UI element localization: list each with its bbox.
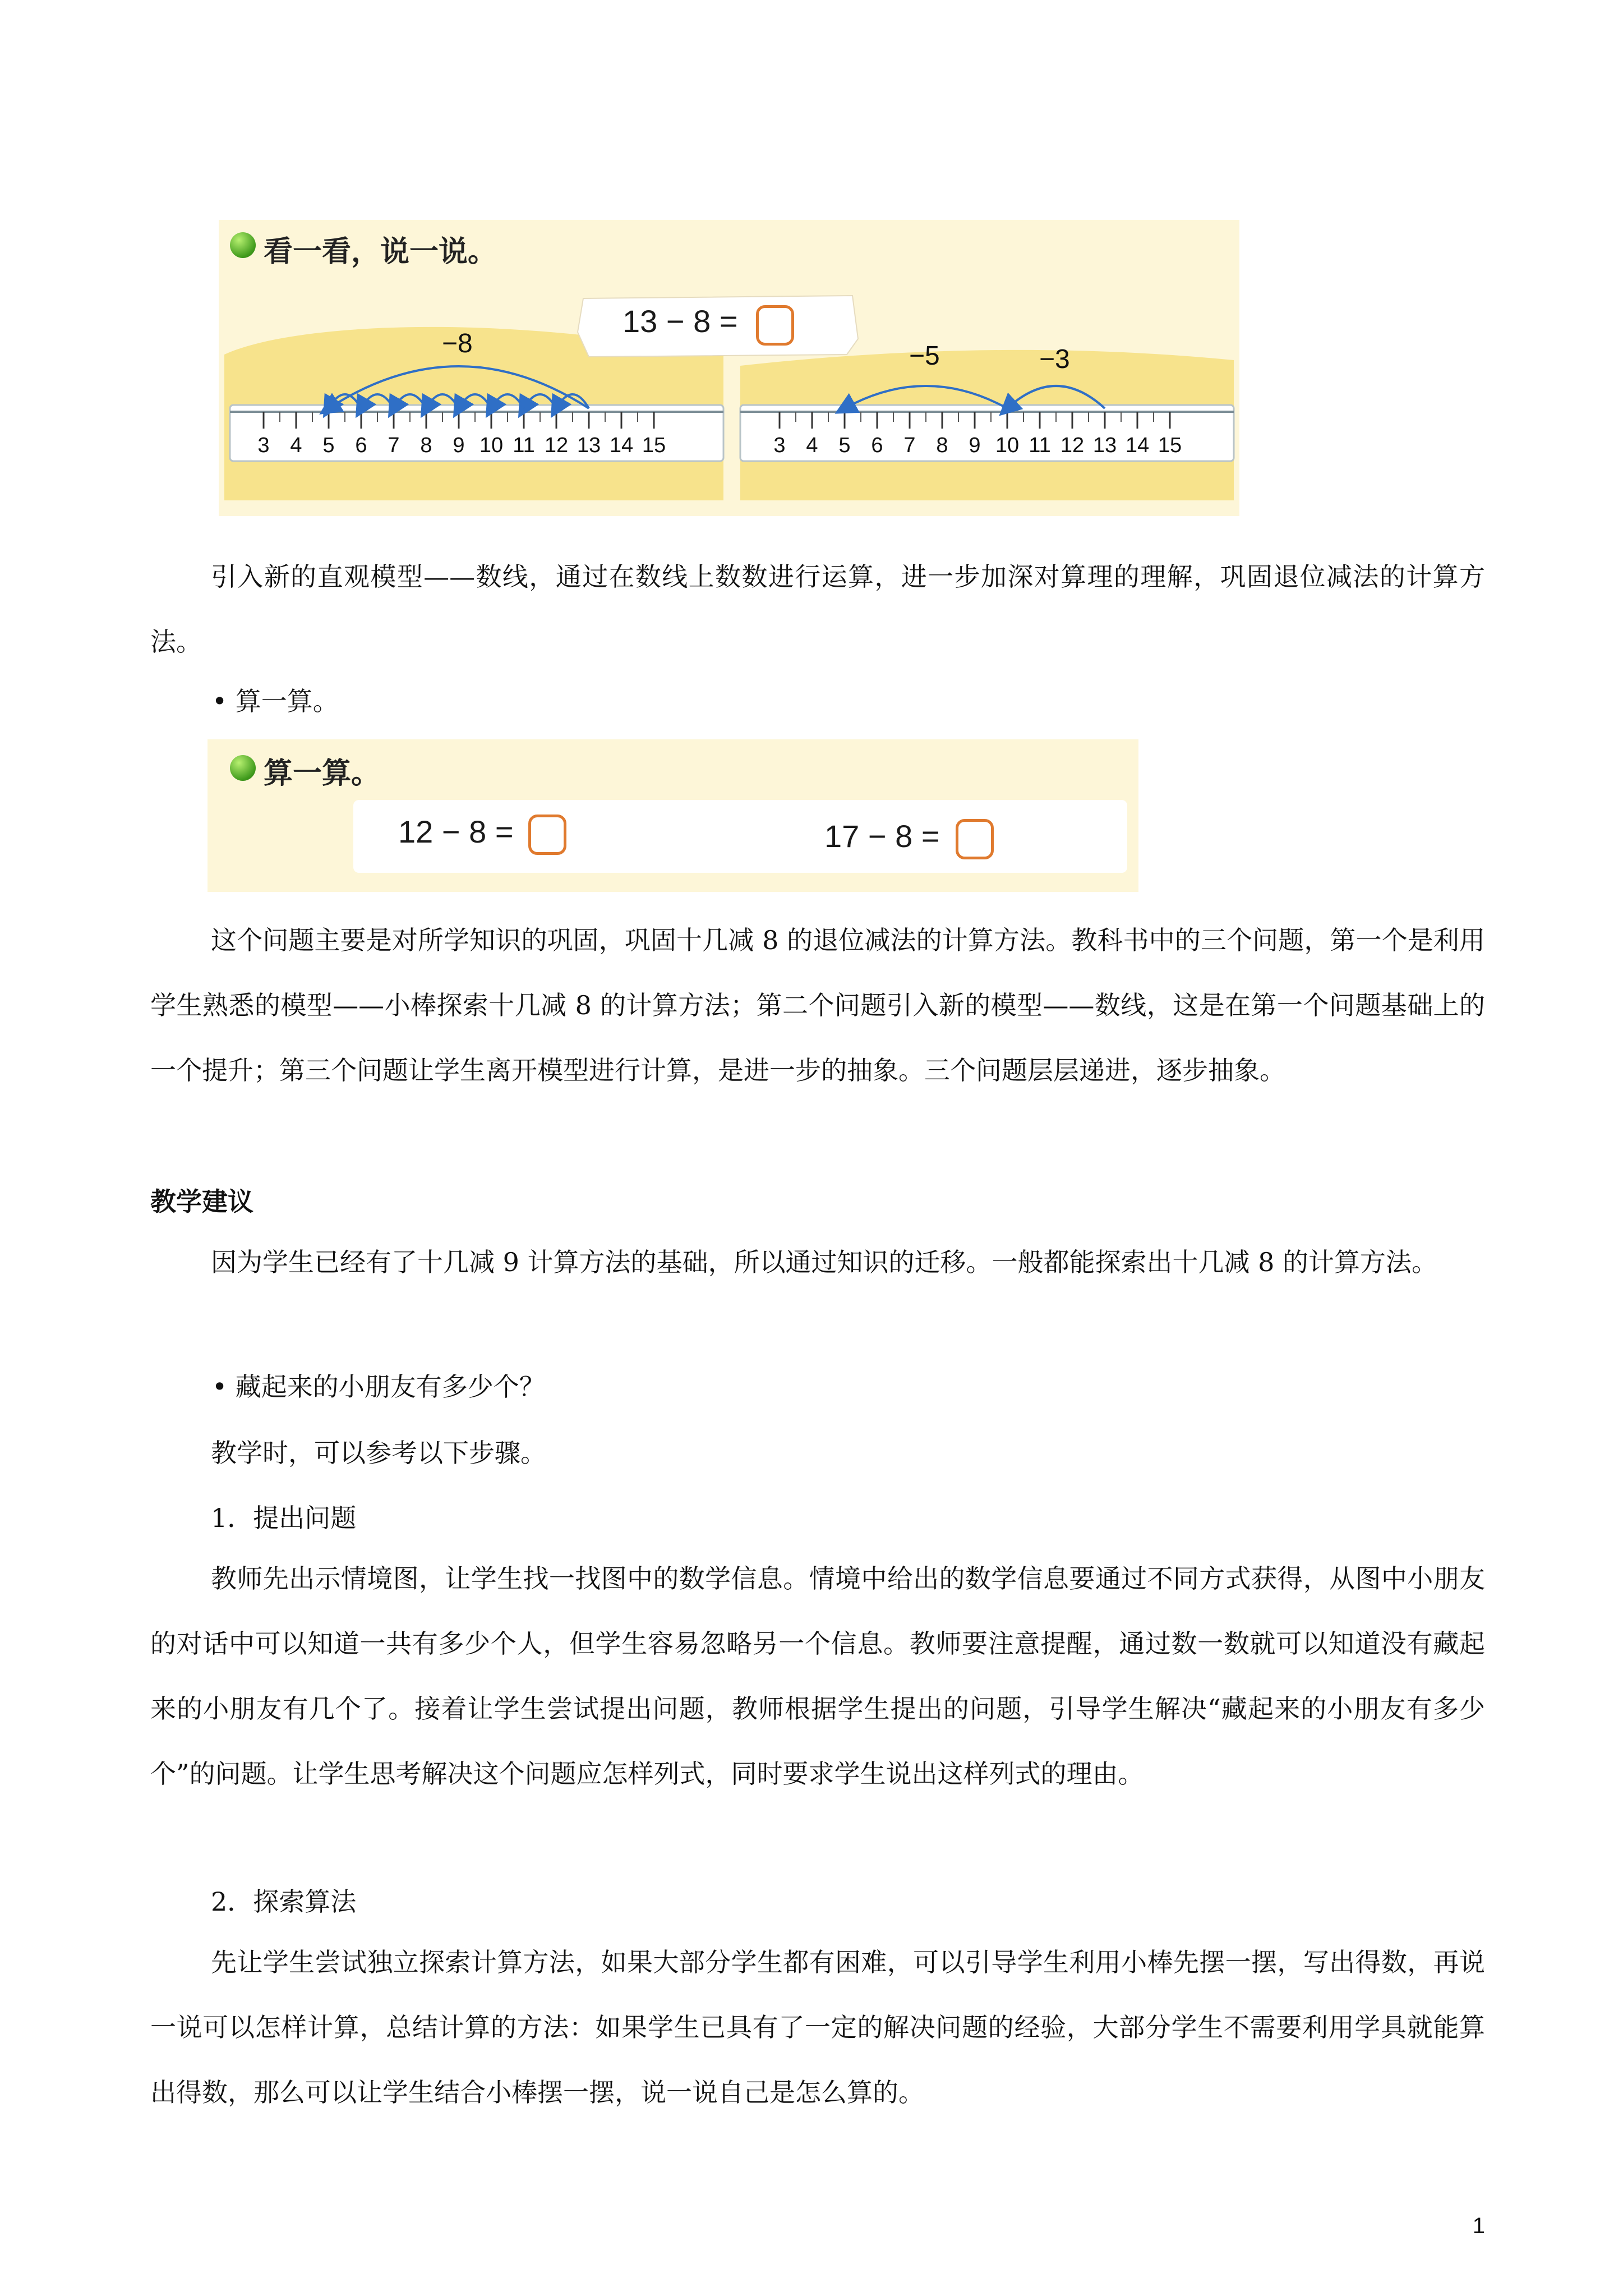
tick-label: 15 xyxy=(1158,434,1182,457)
tick-label: 9 xyxy=(969,434,981,457)
page-number: 1 xyxy=(1472,2214,1485,2238)
paragraph-intro-number-line: 引入新的直观模型——数线，通过在数线上数数进行运算，进一步加深对算理的理解，巩固退位减法的计算方法。 xyxy=(150,562,1485,657)
tick-label: 5 xyxy=(838,434,851,457)
tick-label: 14 xyxy=(1125,434,1150,457)
bullet-hidden-children: • 藏起来的小朋友有多少个？ xyxy=(212,1372,545,1402)
op-label-minus-8: −8 xyxy=(442,329,473,358)
steps-intro: 教学时，可以参考以下步骤。 xyxy=(211,1438,546,1468)
tick-label: 9 xyxy=(453,434,465,457)
tick-label: 3 xyxy=(773,434,786,457)
tick-label: 8 xyxy=(936,434,948,457)
equation-13-minus-8: 13 − 8 = xyxy=(623,303,738,339)
tick-label: 3 xyxy=(257,434,270,457)
figure-calculate xyxy=(208,739,1138,892)
tick-label: 13 xyxy=(577,434,601,457)
answer-box[interactable] xyxy=(756,305,794,346)
tick-label: 7 xyxy=(388,434,400,457)
number-line-illustration xyxy=(219,220,1239,516)
equation-12-minus-8: 12 − 8 = xyxy=(398,814,514,849)
tick-label: 7 xyxy=(903,434,916,457)
equation-17-minus-8: 17 − 8 = xyxy=(824,818,940,854)
tick-label: 15 xyxy=(642,434,666,457)
tick-label: 10 xyxy=(995,434,1020,457)
paragraph-transfer: 因为学生已经有了十几减 9 计算方法的基础，所以通过知识的迁移。一般都能探索出十几减 8 的计算方法。 xyxy=(211,1247,1438,1277)
green-dot-icon xyxy=(230,755,256,781)
figure-number-line xyxy=(219,220,1239,516)
tick-label: 6 xyxy=(355,434,367,457)
paragraph-step-2: 先让学生尝试独立探索计算方法，如果大部分学生都有困难，可以引导学生利用小棒先摆一摆，写出得数，再说一说可以怎样计算，总结计算的方法：如果学生已具有了一定的解决问题的经验，大部分学生不需要利用学具就能算出得数，那么可以让学生结合小棒摆一摆，说一说自己是怎么算的。 xyxy=(150,1947,1485,2108)
step-2-heading: 2．探索算法 xyxy=(211,1887,357,1917)
tick-label: 4 xyxy=(290,434,302,457)
section-heading-teaching-suggestions: 教学建议 xyxy=(150,1186,253,1217)
op-label-minus-3: −3 xyxy=(1039,344,1070,374)
tick-label: 4 xyxy=(806,434,818,457)
tick-label: 12 xyxy=(1060,434,1085,457)
tick-label: 14 xyxy=(609,434,634,457)
tick-label: 5 xyxy=(322,434,335,457)
tick-label: 6 xyxy=(871,434,883,457)
figure-title: 算一算。 xyxy=(264,757,381,790)
answer-box[interactable] xyxy=(528,815,566,855)
paragraph-problem-summary: 这个问题主要是对所学知识的巩固，巩固十几减 8 的退位减法的计算方法。教科书中的三个问题，第一个是利用学生熟悉的模型——小棒探索十几减 8 的计算方法；第二个问题引入新的模型——数线，这是在第一个问题基础上的一个提升；第三个问题让学生离开模型进行计算，是进一步的抽象。三个问题层层递进，逐步抽象。 xyxy=(150,925,1485,1085)
tick-label: 11 xyxy=(1029,434,1051,457)
tick-label: 10 xyxy=(479,434,504,457)
op-label-minus-5: −5 xyxy=(909,341,940,371)
tick-label: 12 xyxy=(544,434,569,457)
answer-box[interactable] xyxy=(956,819,994,859)
tick-label: 11 xyxy=(513,434,535,457)
step-1-heading: 1．提出问题 xyxy=(211,1503,357,1533)
bullet-calculate: • 算一算。 xyxy=(212,686,339,716)
figure-title: 看一看，说一说。 xyxy=(264,235,497,269)
tick-label: 13 xyxy=(1092,434,1117,457)
tick-label: 8 xyxy=(420,434,432,457)
paragraph-step-1: 教师先出示情境图，让学生找一找图中的数学信息。情境中给出的数学信息要通过不同方式获得，从图中小朋友的对话中可以知道一共有多少个人，但学生容易忽略另一个信息。教师要注意提醒，通过数一数就可以知道没有藏起来的小朋友有几个了。接着让学生尝试提出问题，教师根据学生提出的问题，引导学生解决“藏起来的小朋友有多少个”的问题。让学生思考解决这个问题应怎样列式，同时要求学生说出这样列式的理由。 xyxy=(150,1563,1485,1789)
